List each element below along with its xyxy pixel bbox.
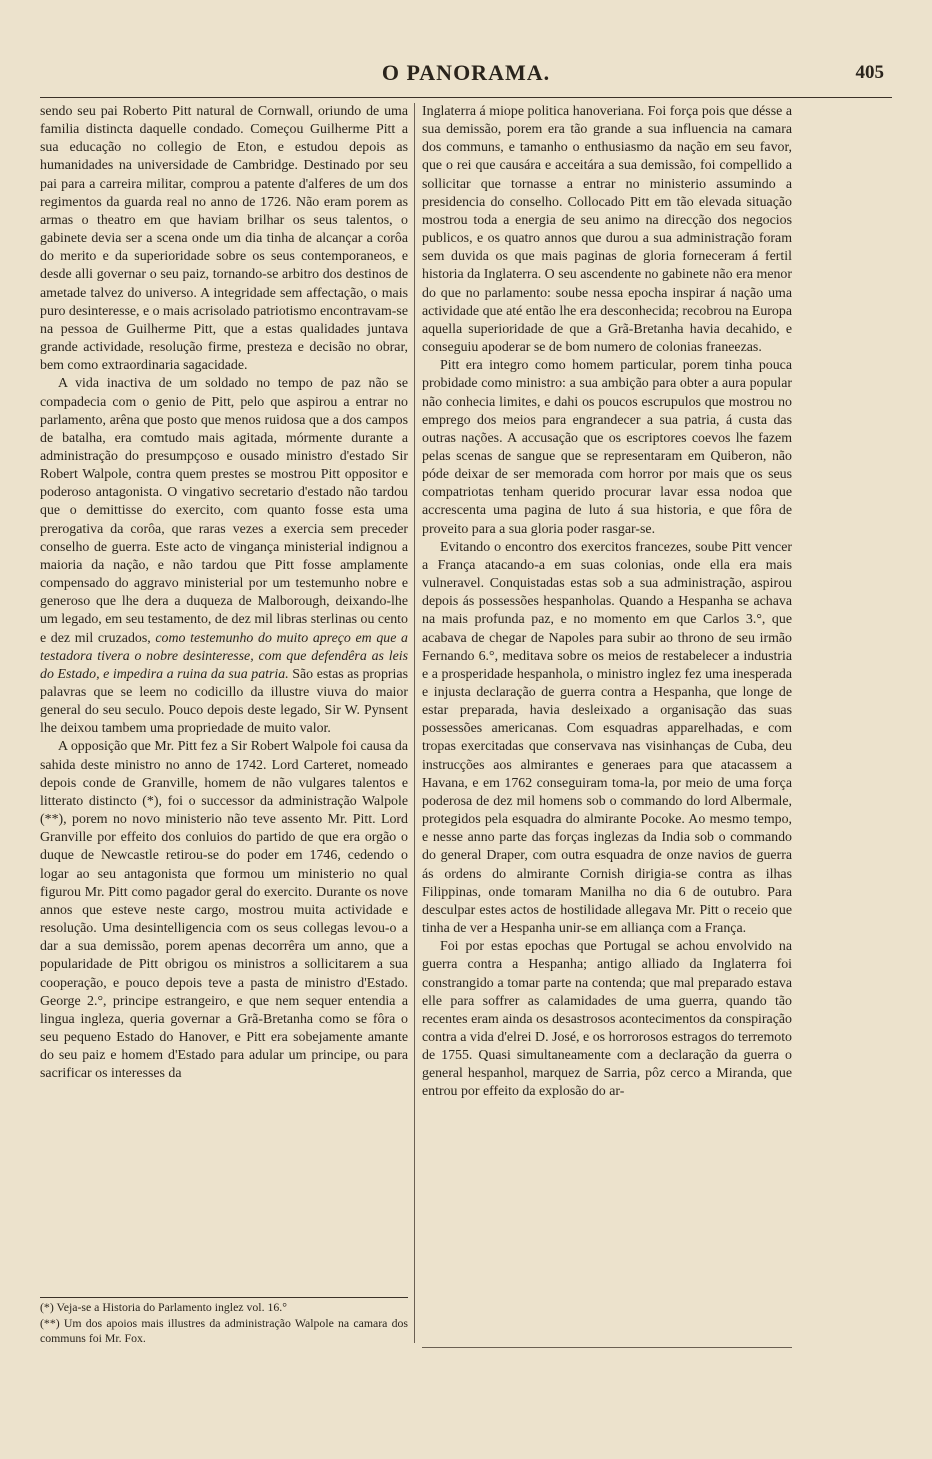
paragraph: A opposição que Mr. Pitt fez a Sir Robert Walpole foi causa da sahida deste ministro no anno de 1742. Lord Carteret, nomeado depois conde de Granville, homem de não vulgares talentos e litterato distincto (*), foi o successor da administração Walpole (**), porem no novo ministerio não teve assento Mr. Pitt. Lord Granville por effeito dos conluios do partido de que era orgão o duque de Newcastle retirou-se do poder em 1746, cedendo o logar ao seu antagonista que formou um ministerio no qual figurou Mr. Pitt como pagador geral do exercito. Durante os nove annos que esteve neste cargo, mostrou muita actividade e resolução. Uma desintelligencia com os seus collegas levou-o a dar a sua demissão, porem apenas decorrêra um anno, que a popularidade de Pitt obrigou os ministros a sollicitarem a sua cooperação, e pouco depois teve a pasta de ministro d'Estado. George 2.°, principe estrangeiro, e que nem sequer entendia a lingua ingleza, queria governar a Grã-Bretanha como se fôra o seu pequeno Estado do Hanover, e Pitt era sobejamente amante do seu paiz e homem d'Estado para adular um principe, ou para sacrificar os interesses da (40, 739, 408, 1082)
page-header (40, 58, 892, 92)
footnote: (**) Um dos apoios mais illustres da administração Walpole na camara dos communs foi Mr. Fox. (40, 1315, 408, 1345)
paragraph-text: A vida inactiva de um soldado no tempo de paz não se compadecia com o genio de Pitt, pelo que aspirou a entrar no parlamento, arêna que posto que menos ruidosa que a dos campos de batalha, era comtudo mais agitada, mórmente durante a administração do presumpçoso e ousado ministro d'estado Sir Robert Walpole, contra quem prestes se mostrou Pitt oppositor e poderoso antagonista. O vingativo secretario d'estado não tardou que o demittisse do exercito, com quanto fosse esta uma prerogativa da corôa, que raras vezes a exercia sem preceder conselho de guerra. Este acto de vingança ministerial indignou a maioria da nação, e não tardou que Pitt fosse amplamente compensado do aggravo ministerial por um testemunho nobre e generoso que lhe dera a duqueza de Malborough, deixando-lhe um legado, em seu testamento, de dez mil libras sterlinas ou cento e dez mil cruzados, (40, 376, 408, 646)
header-rule (40, 97, 892, 98)
paragraph (40, 375, 408, 738)
page-title: O PANORAMA. (381, 60, 551, 85)
paragraph: Foi por estas epochas que Portugal se achou envolvido na guerra contra a Hespanha; antigo alliado da Inglaterra foi constrangido a tomar parte na contenda; que mal preparado estava elle para soffrer as calamidades de uma guerra, quando tão recentes eram ainda os desastrosos acontecimentos da conspiração contra a vida d'elrei D. José, e os horrorosos estragos do terremoto de 1755. Quasi simultaneamente com a declaração da guerra o general hespanhol, marquez de Sarria, pôz cerco a Miranda, que entrou por effeito da explosão do ar- (422, 939, 792, 1100)
italic-quote: como testemunho do muito apreço em que a testadora tivera o nobre desinteresse, com que defendêra as leis do Estado, e impedira a ruina da sua patria. (40, 630, 408, 682)
footnote: (*) Veja-se a Historia do Parlamento inglez vol. 16.° (40, 1300, 287, 1314)
column-divider (414, 103, 415, 1343)
footnotes (40, 1300, 408, 1347)
paragraph: Evitando o encontro dos exercitos francezes, soube Pitt vencer a França atacando-a em suas colonias, onde ella era mais vulneravel. Conquistadas estas sob a sua administração, aspirou depois ás possessões hespanholas. Quando a Hespanha se achava na mais profunda paz, e no momento em que Carlos 3.°, que acabava de chegar de Napoles para subir ao throno de seu irmão Fernando 6.°, meditava sobre os meios de restabelecer a industria e a prosperidade hespanhola, o ministro inglez fez uma inesperada e injusta declaração de guerra contra a Hespanha, que longe de estar preparada, havia desleixado a organisação das suas possessões americanas. Com esquadras apparelhadas, e com tropas exercitadas que conservava nas visinhanças de Cuba, deu instrucções aos almirantes e generaes para que atacassem a Havana, e em 1762 conseguiram toma-la, por meio de uma força poderosa de dez mil homens sob o commando do lord Albermale, protegidos pela esquadra do almirante Pocoke. Ao mesmo tempo, e nesse anno parte das forças inglezas da India sob o commando do general Draper, com outra esquadra de onze navios de guerra ás ordens do almirante Cornish dirigia-se contra as ilhas Filippinas, onde tomaram Manilha no dia 6 de outubro. Para desculpar estes actos de hostilidade allegava Mr. Pitt o receio que tinha de ver a Hespanha unir-se em alliança com a França. (422, 539, 792, 937)
page-number: 405 (855, 62, 884, 83)
paragraph: Pitt era integro como homem particular, porem tinha pouca probidade como ministro: a sua ambição para obter a aura popular não conhecia limites, e dahi os poucos escrupulos que mostrou no emprego dos meios para engrandecer a sua patria, á custa das outras nações. A accusação que os escriptores coevos lhe fazem pelas scenas de sangue que se representaram em Quiberon, não póde deixar de ser memorada com horror por mais que os seus compatriotas tenham querido procurar lavar essa nodoa que accrescenta uma pagina de luto á sua historia, e que fôra de proveito para a sua gloria poder rasgar-se. (422, 358, 792, 537)
left-column (40, 103, 408, 1083)
paragraph: Inglaterra á miope politica hanoveriana. Foi força pois que désse a sua demissão, porem era tão grande a sua influencia na camara dos communs, e tamanho o enthusiasmo da nação em seu favor, que o rei que causára e acceitára a sua demissão, foi compellido a sollicitar que tornasse a entrar no ministerio assumindo a presidencia do conselho. Collocado Pitt em tão elevada situação mostrou toda a energia de seu animo na direcção dos negocios publicos, e os quatro annos que durou a sua administração foram sem duvida os que mais paginas de gloria forneceram á fertil historia da Inglaterra. O seu ascendente no gabinete não era menor do que no parlamento: soube nessa epocha inspirar á nação uma actividade que até então lhe era desconhecida; recobrou na Europa aquella superioridade de que a Grã-Bretanha havia decahido, e conseguiu apoderar se de bom numero de colonias franeezas. (422, 104, 792, 356)
paragraph-text: São estas as proprias palavras que se leem no codicillo da illustre viuva do maior general do seu seculo. Pouco depois deste legado, Sir W. Pynsent lhe deixou tambem uma propriedade de muito valor. (40, 666, 408, 737)
bottom-rule (422, 1347, 792, 1348)
paragraph: sendo seu pai Roberto Pitt natural de Cornwall, oriundo de uma familia distincta daquelle condado. Começou Guilherme Pitt a sua educação no collegio de Eton, e estudou depois as humanidades na universidade de Cambridge. Destinado por seu pai para a carreira militar, comprou a patente d'alferes de um dos regimentos da guarda real no anno de 1726. Não eram porem as armas o theatro em que haviam brilhar os seus talentos, o gabinete devia ser a scena onde um dia tinha de alcançar a corôa do merito e da superioridade sobre os seus contemporaneos, e desde alli governar o seu paiz, tornando-se arbitro dos destinos de ametade talvez do universo. A integridade sem affectação, o mais puro desinteresse, e o mais acrisolado patriotismo encontravam-se na pessoa de Guilherme Pitt, que a estas qualidades juntava grande actividade, resolução firme, presteza e decisão no obrar, bem como extraordinaria sagacidade. (40, 104, 408, 374)
right-column (422, 103, 792, 1102)
footnote-rule (40, 1297, 408, 1298)
